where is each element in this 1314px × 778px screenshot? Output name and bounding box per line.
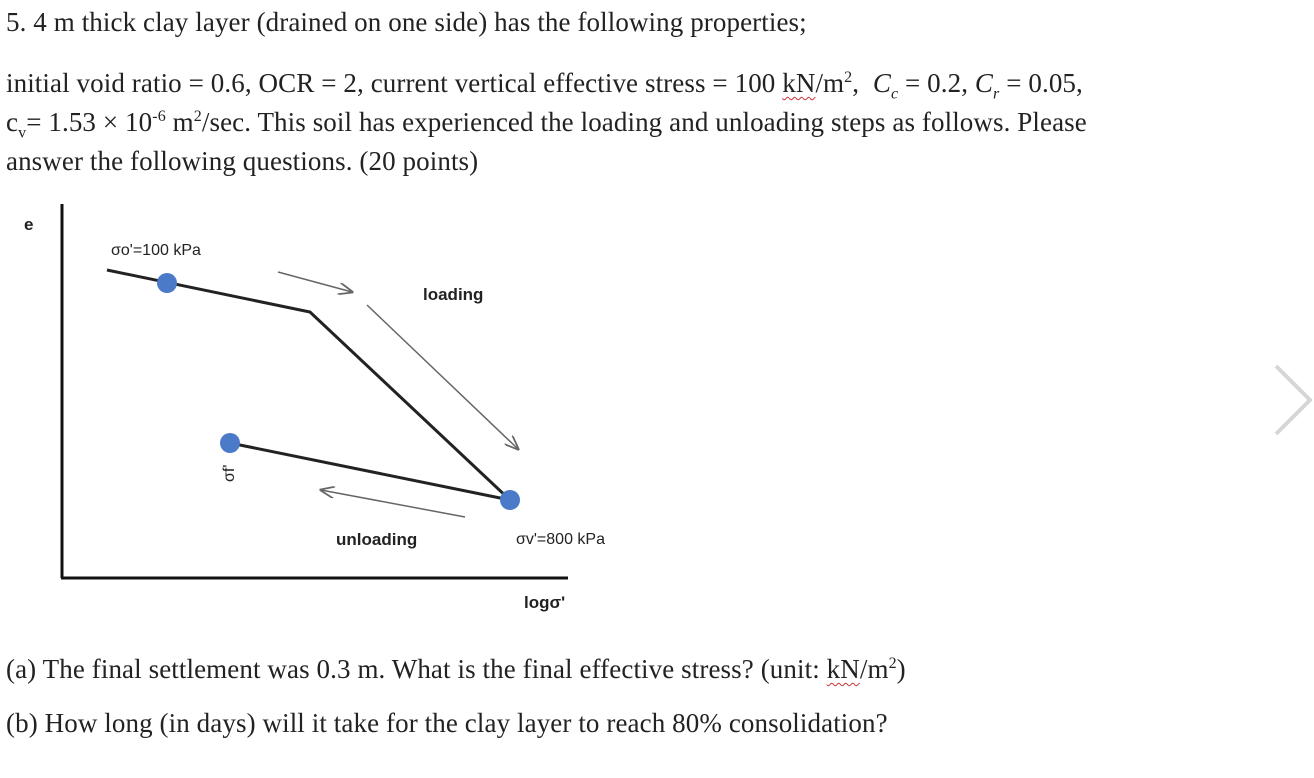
y-axis-label: e xyxy=(24,215,34,234)
problem-properties-line: initial void ratio = 0.6, OCR = 2, current vertical effective stress = 100 $kN/m^2$, $C_c = 0.2$, $C_r = 0.05$, xyxy=(6,68,1083,103)
problem-statement-line-4: answer the following questions. (20 points) xyxy=(6,146,479,176)
cv-symbol: c xyxy=(6,107,19,137)
loading-arrow-upper xyxy=(278,272,352,292)
cr-symbol: C xyxy=(974,68,994,98)
label-loading: loading xyxy=(423,285,484,304)
point-final xyxy=(220,433,240,453)
question-a-close: ) xyxy=(896,654,906,684)
cv-subscript: v xyxy=(18,124,27,142)
cv-rest: /sec. This soil has experienced the loading and unloading steps as follows. Please xyxy=(201,107,1087,137)
cr-subscript: r xyxy=(993,85,1000,103)
question-a-unit-kn: kN xyxy=(826,654,860,684)
e-log-sigma-diagram xyxy=(0,190,700,630)
label-sigma-max: σv'=800 kPa xyxy=(516,531,605,548)
question-a-text: (a) The final settlement was 0.3 m. What is the final effective stress? (unit: xyxy=(6,654,827,684)
question-a xyxy=(6,654,906,685)
cr-value: = 0.05, xyxy=(999,68,1083,98)
problem-statement-line-1: 5. 4 m thick clay layer (drained on one side) has the following properties; xyxy=(6,7,807,37)
question-a-unit-m: /m xyxy=(859,654,889,684)
point-initial xyxy=(157,273,177,293)
cc-value: = 0.2, xyxy=(898,68,975,98)
cv-unit-exponent: 2 xyxy=(193,108,202,125)
label-sigma-initial: σo'=100 kPa xyxy=(111,242,201,259)
properties-text: initial void ratio = 0.6, OCR = 2, current vertical effective stress = 100 xyxy=(6,68,783,98)
point-maximum xyxy=(500,490,520,510)
x-axis-label: logσ' xyxy=(524,593,566,612)
problem-cv-line xyxy=(6,107,1087,142)
stress-unit-m: /m xyxy=(815,68,845,98)
cv-unit: m xyxy=(165,107,194,137)
cv-value: = 1.53 × 10 xyxy=(26,107,153,137)
label-sigma-final: σf' xyxy=(221,464,238,482)
cv-exponent: -6 xyxy=(152,108,166,125)
loading-arrow-lower xyxy=(367,305,518,449)
label-unloading: unloading xyxy=(336,530,418,549)
unloading-arrow xyxy=(321,490,465,517)
cc-symbol: C xyxy=(872,68,891,98)
question-b: (b) How long (in days) will it take for the clay layer to reach 80% consolidation? xyxy=(6,708,888,738)
stress-unit-kn: kN xyxy=(782,68,816,98)
question-a-unit-exponent: 2 xyxy=(888,655,897,672)
cc-subscript: c xyxy=(890,85,899,103)
next-page-chevron-icon[interactable] xyxy=(1274,362,1314,438)
stress-unit-exponent: 2 xyxy=(844,69,853,86)
loading-curve xyxy=(107,270,510,500)
unloading-curve xyxy=(230,443,510,500)
